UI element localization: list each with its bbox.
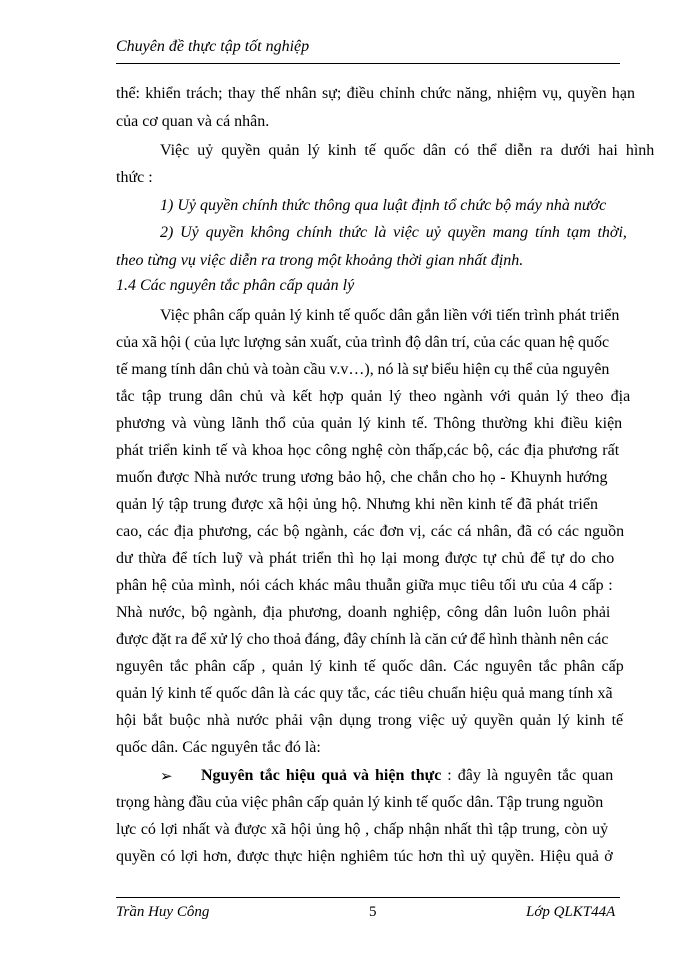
text-line: phân hệ của mình, nói cách khác mâu thuẫn giữa mục tiêu tối ưu của 4 cấp : [116, 577, 613, 594]
footer-divider [116, 897, 620, 898]
text-line: quản lý kinh tế quốc dân là các quy tắc, các tiêu chuẩn hiệu quả mang tính xã [116, 685, 613, 702]
text-line: quyền có lợi hơn, được thực hiện nghiêm túc hơn thì uỷ quyền. Hiệu quả ở [116, 848, 613, 865]
principle-title: Nguyên tắc hiệu quả và hiện thực [201, 767, 442, 784]
text-line: quản lý tập trung được xã hội ủng hộ. Nhưng khi nền kinh tế đã phát triển [116, 496, 598, 513]
text-line: của cơ quan và cá nhân. [116, 113, 270, 130]
text-line: Việc phân cấp quản lý kinh tế quốc dân gắn liền với tiến trình phát triển [160, 307, 620, 324]
text-line: được đặt ra để xử lý cho thoả đáng, đây chính là căn cứ để hình thành nên các [116, 631, 609, 648]
text-line: hội bắt buộc nhà nước phải vận dụng trong việc uỷ quyền quản lý kinh tế [116, 712, 624, 729]
text-line: phương và vùng lãnh thổ của quản lý kinh tế. Thông thường khi điều kiện [116, 415, 623, 432]
text-line: trọng hàng đầu của việc phân cấp quản lý kinh tế quốc dân. Tập trung nguồn [116, 794, 604, 811]
text-line: thể: khiển trách; thay thế nhân sự; điều chỉnh chức năng, nhiệm vụ, quyền hạn [116, 85, 635, 102]
text-line: dư thừa để tích luỹ và phát triển thì họ lại mong được tự chủ để tự do cho [116, 550, 615, 567]
text-line: tế mang tính dân chủ và toàn cầu v.v…), nó là sự biểu hiện cụ thể của nguyên [116, 361, 610, 378]
footer-author: Trần Huy Công [116, 904, 210, 920]
header-divider [116, 63, 620, 64]
text-line: cao, các địa phương, các bộ ngành, các đơn vị, các cá nhân, đã có các nguồn [116, 523, 625, 540]
principle-text: : đây là nguyên tắc quan [441, 767, 614, 784]
text-line: lực có lợi nhất và được xã hội ủng hộ , chấp nhận nhất thì tập trung, còn uỷ [116, 821, 609, 838]
page-header-title: Chuyên đề thực tập tốt nghiệp [116, 38, 310, 55]
text-line: quốc dân. Các nguyên tắc đó là: [116, 739, 321, 756]
text-line: thức : [116, 169, 153, 186]
text-line: theo từng vụ việc diễn ra trong một khoảng thời gian nhất định. [116, 252, 524, 269]
text-line: Nhà nước, bộ ngành, địa phương, doanh nghiệp, công dân luôn luôn phải [116, 604, 611, 621]
principle-line [201, 766, 613, 786]
text-line: muốn được Nhà nước trung ương bảo hộ, che chắn cho họ - Khuynh hướng [116, 469, 608, 486]
text-line: của xã hội ( của lực lượng sản xuất, của trình độ dân trí, của các quan hệ quốc [116, 334, 610, 351]
text-line: Việc uỷ quyền quản lý kinh tế quốc dân có thể diễn ra dưới hai hình [160, 142, 655, 159]
text-line: 2) Uỷ quyền không chính thức là việc uỷ quyền mang tính tạm thời, [160, 224, 627, 241]
text-line: nguyên tắc phân cấp , quản lý kinh tế quốc dân. Các nguyên tắc phân cấp [116, 658, 624, 675]
text-line: 1) Uỷ quyền chính thức thông qua luật định tổ chức bộ máy nhà nước [160, 197, 607, 214]
footer-class: Lớp QLKT44A [526, 904, 616, 920]
page-number: 5 [369, 904, 377, 920]
text-line: phát triển kinh tế và khoa học công nghệ còn thấp,các bộ, các địa phương rất [116, 442, 620, 459]
section-heading: 1.4 Các nguyên tắc phân cấp quản lý [116, 277, 355, 294]
bullet-arrow-icon: ➢ [160, 769, 173, 785]
text-line: tắc tập trung dân chủ và kết hợp quản lý theo ngành với quản lý theo địa [116, 388, 631, 405]
